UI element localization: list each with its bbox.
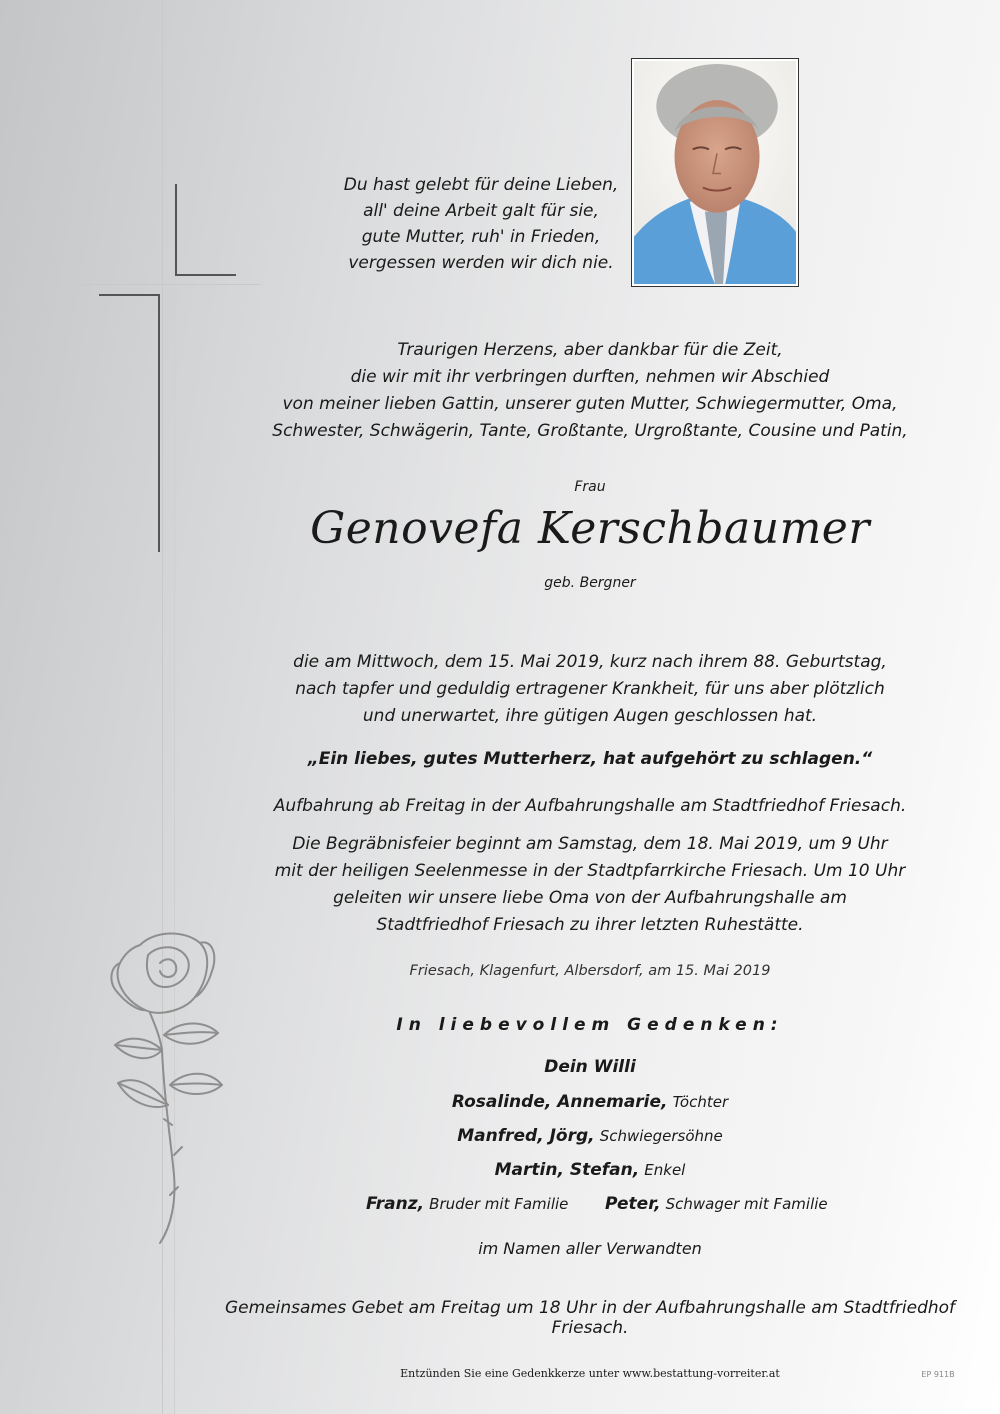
intro-line: die wir mit ihr verbringen durften, nehmen wir Abschied bbox=[350, 367, 830, 387]
rose-icon bbox=[100, 925, 230, 1245]
intro-line: Traurigen Herzens, aber dankbar für die Zeit, bbox=[397, 340, 783, 360]
intro-line: Schwester, Schwägerin, Tante, Großtante, Urgroßtante, Cousine und Patin, bbox=[272, 421, 908, 441]
deceased-name: Genovefa Kerschbaumer bbox=[310, 503, 870, 554]
salutation: Frau bbox=[574, 479, 606, 495]
place-date: Friesach, Klagenfurt, Albersdorf, am 15. Mai 2019 bbox=[409, 963, 771, 979]
mourner-entry bbox=[605, 1194, 828, 1214]
footer-candle-link: Entzünden Sie eine Gedenkkerze unter www.bestattung-vorreiter.at bbox=[400, 1367, 780, 1380]
memory-heading: In liebevollem Gedenken: bbox=[396, 1015, 784, 1035]
funeral-line: mit der heiligen Seelenmesse in der Stadtpfarrkirche Friesach. Um 10 Uhr bbox=[274, 861, 906, 881]
death-notice bbox=[240, 649, 940, 730]
poem-line: gute Mutter, ruh' in Frieden, bbox=[361, 227, 601, 247]
poem-line: vergessen werden wir dich nie. bbox=[348, 253, 614, 273]
poem-line: all' deine Arbeit galt für sie, bbox=[363, 201, 599, 221]
mourner-entry bbox=[290, 1057, 890, 1077]
intro-line: von meiner lieben Gattin, unserer guten Mutter, Schwiegermutter, Oma, bbox=[282, 394, 898, 414]
mourner-names: Franz, bbox=[366, 1194, 425, 1214]
prayer-info: Gemeinsames Gebet am Freitag um 18 Uhr in der Aufbahrungshalle am Stadtfriedhof Friesach. bbox=[224, 1298, 956, 1338]
mourner-names: Martin, Stefan, bbox=[494, 1160, 640, 1180]
mourner-entry bbox=[290, 1160, 890, 1180]
poem-line: Du hast gelebt für deine Lieben, bbox=[343, 175, 619, 195]
death-notice-line: nach tapfer und geduldig ertragener Krankheit, für uns aber plötzlich bbox=[295, 679, 885, 699]
quote: „Ein liebes, gutes Mutterherz, hat aufgehört zu schlagen.“ bbox=[307, 749, 873, 769]
intro-text bbox=[240, 337, 940, 445]
wake-info: Aufbahrung ab Freitag in der Aufbahrungshalle am Stadtfriedhof Friesach. bbox=[273, 796, 907, 816]
mourner-entry bbox=[290, 1126, 890, 1146]
mourner-role: Schwiegersöhne bbox=[599, 1127, 723, 1145]
mourner-names: Manfred, Jörg, bbox=[457, 1126, 595, 1146]
relatives-note: im Namen aller Verwandten bbox=[478, 1239, 702, 1258]
document-code: EP 911B bbox=[921, 1370, 955, 1379]
death-notice-line: und unerwartet, ihre gütigen Augen geschlossen hat. bbox=[362, 706, 818, 726]
mourner-role: Bruder mit Familie bbox=[429, 1195, 569, 1213]
funeral-info bbox=[240, 831, 940, 939]
mourner-names: Dein Willi bbox=[544, 1057, 636, 1077]
poem bbox=[300, 172, 662, 276]
mourner-role: Töchter bbox=[672, 1093, 729, 1111]
portrait-image bbox=[634, 61, 796, 284]
mourner-names: Peter, bbox=[605, 1194, 661, 1214]
funeral-line: geleiten wir unsere liebe Oma von der Aufbahrungshalle am bbox=[333, 888, 847, 908]
mourner-role: Enkel bbox=[644, 1161, 686, 1179]
funeral-line: Stadtfriedhof Friesach zu ihrer letzten Ruhestätte. bbox=[376, 915, 804, 935]
portrait-photo bbox=[631, 58, 799, 287]
mourner-entry bbox=[366, 1194, 568, 1214]
mourner-role: Schwager mit Familie bbox=[665, 1195, 828, 1213]
death-notice-line: die am Mittwoch, dem 15. Mai 2019, kurz nach ihrem 88. Geburtstag, bbox=[293, 652, 887, 672]
mourner-entry bbox=[290, 1092, 890, 1112]
maiden-name: geb. Bergner bbox=[544, 575, 636, 591]
mourner-names: Rosalinde, Annemarie, bbox=[451, 1092, 668, 1112]
funeral-line: Die Begräbnisfeier beginnt am Samstag, dem 18. Mai 2019, um 9 Uhr bbox=[292, 834, 888, 854]
